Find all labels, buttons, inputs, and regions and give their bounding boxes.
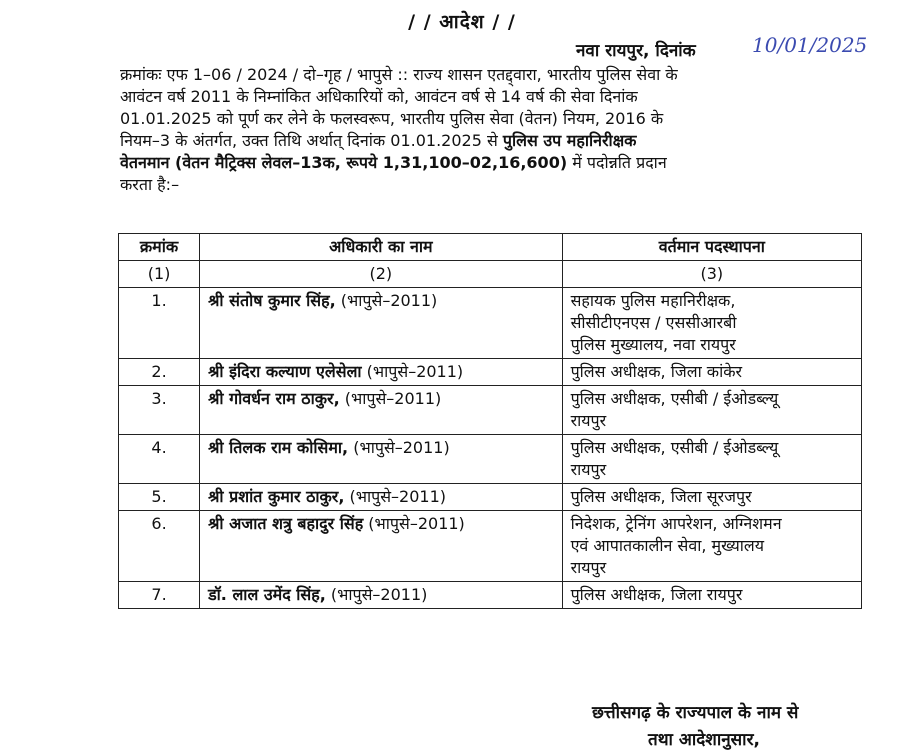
para-line-2: आवंटन वर्ष 2011 के निम्नांकित अधिकारियों को, आवंटन वर्ष से 14 वर्ष की सेवा दिनांक <box>120 87 638 106</box>
officer-service: (भापुसे–2011) <box>366 362 464 381</box>
officer-name: श्री इंदिरा कल्याण एलेसेला <box>208 362 362 381</box>
posting-line: रायपुर <box>570 460 607 479</box>
row-sno: 6. <box>119 511 200 582</box>
posting-line: एवं आपातकालीन सेवा, मुख्यालय <box>570 536 765 555</box>
posting-line: सीसीटीएनएस / एससीआरबी <box>570 313 737 332</box>
para-line-5-tail: में पदोन्नति प्रदान <box>572 153 667 172</box>
posting-line: निदेशक, ट्रेनिंग आपरेशन, अग्निशमन <box>570 514 782 533</box>
order-paragraph <box>120 64 870 196</box>
para-line-4-text: नियम–3 के अंतर्गत, उक्त तिथि अर्थात् दिनांक 01.01.2025 से <box>120 131 498 150</box>
officer-service: (भापुसे–2011) <box>368 514 465 533</box>
officer-name: श्री प्रशांत कुमार ठाकुर, <box>208 487 345 506</box>
posting-line: पुलिस अधीक्षक, एसीबी / ईओडब्ल्यू <box>570 438 779 457</box>
posting-line: सहायक पुलिस महानिरीक्षक, <box>570 291 736 310</box>
row-sno: 2. <box>119 359 200 386</box>
officer-name: श्री अजात शत्रु बहादुर सिंह <box>208 514 364 533</box>
row-officer <box>200 359 562 386</box>
table-row <box>119 582 862 609</box>
row-officer <box>200 435 562 484</box>
posting-line: पुलिस अधीक्षक, एसीबी / ईओडब्ल्यू <box>570 389 779 408</box>
dateline: नवा रायपुर, दिनांक <box>576 41 696 61</box>
posting-line: पुलिस मुख्यालय, नवा रायपुर <box>570 335 736 354</box>
pay-scale: वेतनमान (वेतन मैट्रिक्स लेवल–13क, रूपये 1,31,100–02,16,600) <box>120 153 568 172</box>
para-line-1: क्रमांकः एफ 1–06 / 2024 / दो–गृह / भापुसे :: राज्य शासन एतद्द्वारा, भारतीय पुलिस सेवा के <box>120 65 678 84</box>
row-posting <box>562 435 861 484</box>
officers-table <box>118 233 862 609</box>
col-number-1: (1) <box>119 261 200 288</box>
col-number-2: (2) <box>200 261 562 288</box>
row-sno: 3. <box>119 386 200 435</box>
table-row <box>119 359 862 386</box>
row-officer <box>200 582 562 609</box>
officer-name: श्री संतोष कुमार सिंह, <box>208 291 336 310</box>
officer-service: (भापुसे–2011) <box>353 438 450 457</box>
row-sno: 7. <box>119 582 200 609</box>
row-officer <box>200 484 562 511</box>
promotion-rank: पुलिस उप महानिरीक्षक <box>502 131 637 150</box>
col-number-3: (3) <box>562 261 861 288</box>
header-sno: क्रमांक <box>119 234 200 261</box>
posting-line: पुलिस अधीक्षक, जिला कांकेर <box>570 362 743 381</box>
para-line-3: 01.01.2025 को पूर्ण कर लेने के फलस्वरूप, भारतीय पुलिस सेवा (वेतन) नियम, 2016 के <box>120 109 664 128</box>
table-row <box>119 484 862 511</box>
officer-service: (भापुसे–2011) <box>330 585 428 604</box>
table-row <box>119 435 862 484</box>
signature-line-2: तथा आदेशानुसार, <box>648 730 760 750</box>
para-line-6: करता है:– <box>120 175 180 194</box>
row-posting <box>562 582 861 609</box>
row-posting <box>562 511 861 582</box>
officer-name: श्री तिलक राम कोसिमा, <box>208 438 349 457</box>
table-row <box>119 288 862 359</box>
para-line-5 <box>120 152 870 174</box>
row-officer <box>200 288 562 359</box>
officer-service: (भापुसे–2011) <box>340 291 438 310</box>
handwritten-date: 10/01/2025 <box>752 33 868 57</box>
officer-service: (भापुसे–2011) <box>349 487 447 506</box>
row-sno: 4. <box>119 435 200 484</box>
table-header-row <box>119 234 862 261</box>
row-posting <box>562 288 861 359</box>
signature-line-1: छत्तीसगढ़ के राज्यपाल के नाम से <box>592 703 799 723</box>
row-officer <box>200 511 562 582</box>
posting-line: पुलिस अधीक्षक, जिला सूरजपुर <box>570 487 752 506</box>
para-line-4 <box>120 130 870 152</box>
posting-line: पुलिस अधीक्षक, जिला रायपुर <box>570 585 743 604</box>
officer-name: डॉ. लाल उमेंद सिंह, <box>208 585 326 604</box>
row-sno: 1. <box>119 288 200 359</box>
row-sno: 5. <box>119 484 200 511</box>
table-row <box>119 511 862 582</box>
row-posting <box>562 484 861 511</box>
column-number-row <box>119 261 862 288</box>
order-heading: / / आदेश / / <box>408 11 516 33</box>
officer-service: (भापुसे–2011) <box>344 389 442 408</box>
row-posting <box>562 386 861 435</box>
table-row <box>119 386 862 435</box>
row-posting <box>562 359 861 386</box>
header-name: अधिकारी का नाम <box>200 234 562 261</box>
posting-line: रायपुर <box>570 411 607 430</box>
row-officer <box>200 386 562 435</box>
header-posting: वर्तमान पदस्थापना <box>562 234 861 261</box>
posting-line: रायपुर <box>570 558 607 577</box>
officer-name: श्री गोवर्धन राम ठाकुर, <box>208 389 340 408</box>
